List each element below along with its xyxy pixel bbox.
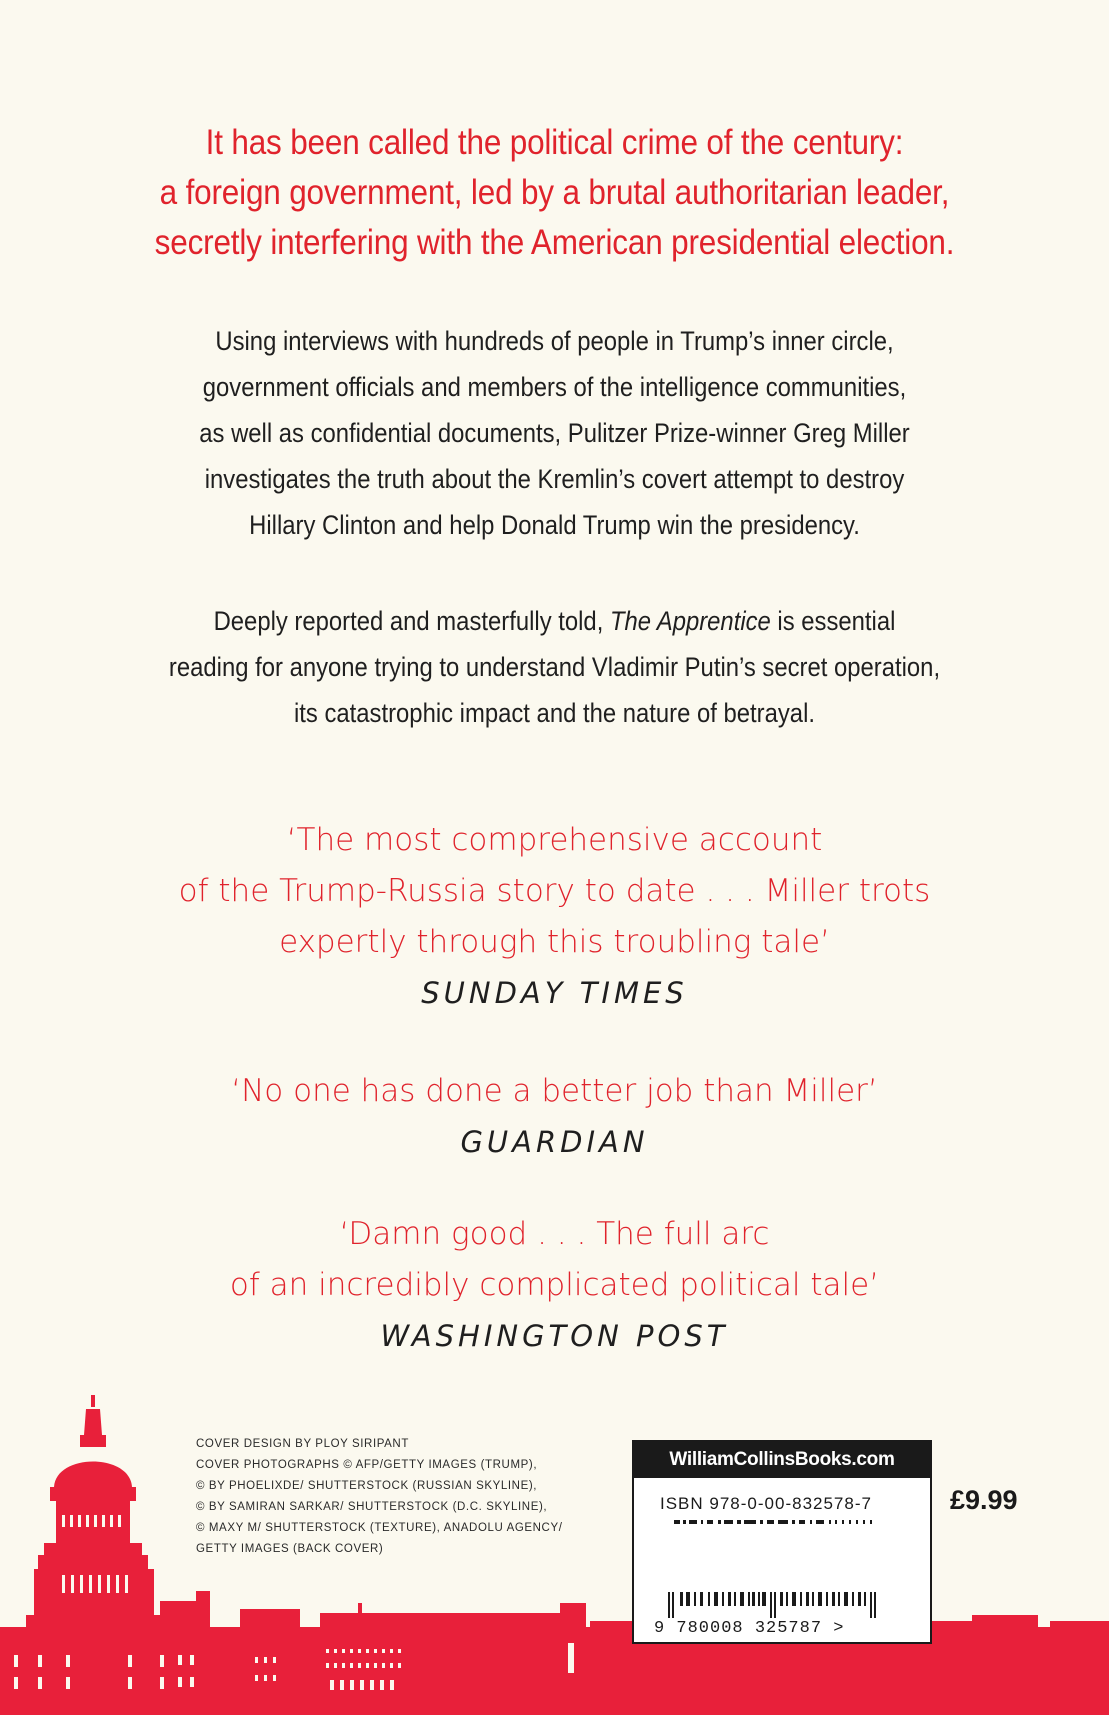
paragraph-line: its catastrophic impact and the nature of betrayal. [293, 698, 816, 728]
quote-line: expertly through this troubling tale’ [279, 924, 830, 960]
paragraph-line: as well as confidential documents, Pulitzer Prize-winner Greg Miller [199, 418, 910, 448]
quote-source: GUARDIAN [460, 1125, 649, 1159]
quote-source: WASHINGTON POST [380, 1319, 729, 1353]
review-quote-2 [60, 1066, 1049, 1167]
price-label: £9.99 [950, 1485, 1018, 1515]
quote-line: ‘The most comprehensive account [286, 822, 823, 858]
paragraph-line: Hillary Clinton and help Donald Trump win the presidency. [249, 510, 860, 540]
cover-credits [196, 1434, 616, 1560]
paragraph-line: Using interviews with hundreds of people in Trump’s inner circle, [215, 326, 894, 356]
credit-line: COVER PHOTOGRAPHS © AFP/GETTY IMAGES (TRUMP), [196, 1459, 538, 1471]
credit-line: © MAXY M/ SHUTTERSTOCK (TEXTURE), ANADOLU AGENCY/ [196, 1522, 563, 1534]
credit-line: GETTY IMAGES (BACK COVER) [196, 1543, 384, 1555]
description-paragraph-1 [91, 318, 1017, 548]
quote-line: of an incredibly complicated political tale’ [229, 1267, 880, 1303]
quote-source: SUNDAY TIMES [421, 976, 688, 1010]
review-quote-1 [60, 815, 1049, 1018]
quote-line: ‘No one has done a better job than Miller’ [231, 1073, 878, 1109]
paragraph-text: Deeply reported and masterfully told, [213, 606, 610, 636]
isbn-barcode-panel [632, 1440, 932, 1644]
barcode-bars [656, 1592, 912, 1618]
isbn-small-bars [674, 1520, 894, 1526]
paragraph-text: is essential [770, 606, 896, 636]
quote-line: ‘Damn good . . . The full arc [339, 1216, 770, 1252]
quote-line: of the Trump-Russia story to date . . . Miller trots [178, 873, 931, 909]
credit-line: © BY SAMIRAN SARKAR/ SHUTTERSTOCK (D.C. SKYLINE), [196, 1501, 548, 1513]
description-paragraph-2 [91, 598, 1017, 736]
review-quote-3 [60, 1209, 1049, 1361]
paragraph-line [91, 598, 1017, 644]
isbn-number: ISBN 978-0-00-832578-7 [660, 1494, 872, 1513]
barcode-digits: 9 780008 325787 > [654, 1619, 845, 1638]
paragraph-line: investigates the truth about the Kremlin’s covert attempt to destroy [204, 464, 905, 494]
paragraph-line: government officials and members of the intelligence communities, [202, 372, 907, 402]
lead-blurb [109, 118, 999, 268]
credit-line: © BY PHOELIXDE/ SHUTTERSTOCK (RUSSIAN SKYLINE), [196, 1480, 538, 1492]
lead-line: a foreign government, led by a brutal authoritarian leader, [159, 173, 950, 212]
lead-line: It has been called the political crime of the century: [205, 123, 904, 162]
lead-line: secretly interfering with the American presidential election. [154, 223, 955, 262]
publisher-website: WilliamCollinsBooks.com [634, 1442, 930, 1478]
paragraph-line: reading for anyone trying to understand Vladimir Putin’s secret operation, [168, 652, 941, 682]
credit-line: COVER DESIGN BY PLOY SIRIPANT [196, 1438, 409, 1450]
book-title: The Apprentice [609, 606, 771, 636]
